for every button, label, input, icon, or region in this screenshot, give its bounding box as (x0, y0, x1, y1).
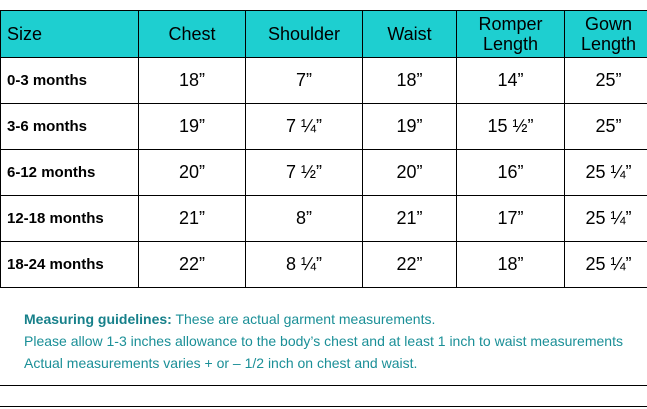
guideline-line-3: Actual measurements varies + or – 1/2 inch on chest and waist. (24, 355, 418, 371)
gown-length-cell: 25 ¼” (565, 150, 647, 196)
shoulder-cell: 7 ½” (246, 150, 363, 196)
guideline-text-1: These are actual garment measurements. (171, 311, 436, 327)
gown-length-cell: 25” (565, 58, 647, 104)
divider-line (0, 406, 647, 407)
size-chart-table (0, 10, 647, 288)
size-cell: 3-6 months (1, 104, 139, 150)
header-shoulder: Shoulder (246, 11, 363, 58)
shoulder-cell: 7 ¼” (246, 104, 363, 150)
header-gown-length: Gown Length (565, 11, 647, 58)
chest-cell: 21” (139, 196, 246, 242)
romper-length-cell: 17” (457, 196, 565, 242)
waist-cell: 20” (363, 150, 457, 196)
chest-cell: 19” (139, 104, 246, 150)
romper-length-cell: 18” (457, 242, 565, 288)
shoulder-cell: 8 ¼” (246, 242, 363, 288)
romper-length-cell: 16” (457, 150, 565, 196)
table-row (1, 104, 647, 150)
gown-length-cell: 25 ¼” (565, 196, 647, 242)
waist-cell: 21” (363, 196, 457, 242)
header-size: Size (1, 11, 139, 58)
header-row (1, 11, 647, 58)
chest-cell: 18” (139, 58, 246, 104)
header-waist: Waist (363, 11, 457, 58)
measuring-guidelines (24, 308, 647, 374)
gown-length-cell: 25” (565, 104, 647, 150)
waist-cell: 22” (363, 242, 457, 288)
guideline-line-2: Please allow 1-3 inches allowance to the body’s chest and at least 1 inch to waist measurements (24, 333, 623, 349)
waist-cell: 18” (363, 58, 457, 104)
table-row (1, 242, 647, 288)
romper-length-cell: 14” (457, 58, 565, 104)
table-row (1, 150, 647, 196)
table-row (1, 196, 647, 242)
chest-cell: 20” (139, 150, 246, 196)
shoulder-cell: 8” (246, 196, 363, 242)
chest-cell: 22” (139, 242, 246, 288)
size-cell: 6-12 months (1, 150, 139, 196)
size-cell: 0-3 months (1, 58, 139, 104)
waist-cell: 19” (363, 104, 457, 150)
divider-line (0, 385, 647, 386)
size-cell: 18-24 months (1, 242, 139, 288)
shoulder-cell: 7” (246, 58, 363, 104)
table-row (1, 58, 647, 104)
header-chest: Chest (139, 11, 246, 58)
size-cell: 12-18 months (1, 196, 139, 242)
header-romper-length: Romper Length (457, 11, 565, 58)
guidelines-heading: Measuring guidelines: (24, 311, 172, 327)
gown-length-cell: 25 ¼” (565, 242, 647, 288)
guideline-line-1 (24, 308, 647, 330)
romper-length-cell: 15 ½” (457, 104, 565, 150)
